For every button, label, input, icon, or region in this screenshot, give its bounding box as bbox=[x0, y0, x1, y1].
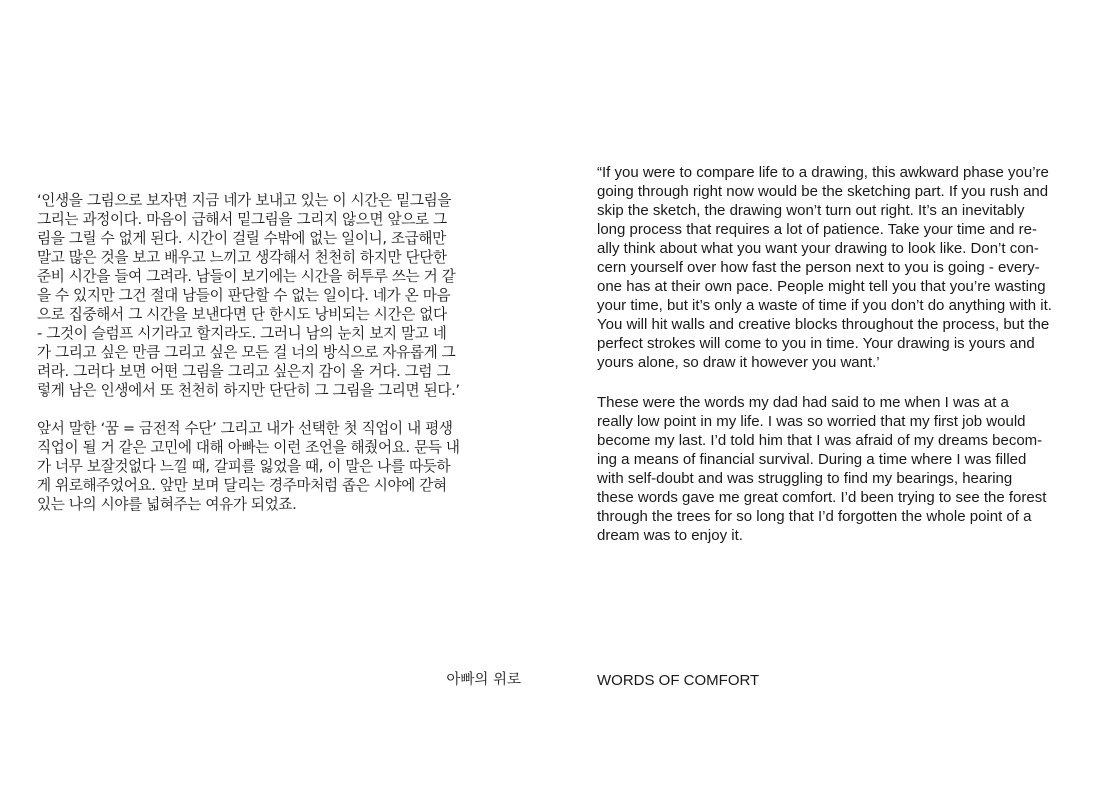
left-quote-line: 렇게 남은 인생에서 또 천천히 하지만 단단히 그 그림을 그리면 된다.’ bbox=[37, 382, 460, 399]
left-body-line: 앞서 말한 ‘꿈 = 금전적 수단’ 그리고 내가 선택한 첫 직업이 내 평생 bbox=[37, 420, 453, 437]
right-quote-line: yours alone, so draw it however you want.’ bbox=[597, 354, 880, 371]
right-quote-line: your time, but it’s only a waste of time if you don’t do anything with it. bbox=[597, 297, 1052, 314]
right-page bbox=[559, 0, 1118, 793]
right-body-line: ing a means of financial survival. During a time where I was filled bbox=[597, 451, 1027, 468]
right-quote-line: skip the sketch, the drawing won’t turn out right. It’s an inevitably bbox=[597, 202, 1025, 219]
right-body-line: really low point in my life. I was so worried that my first job would bbox=[597, 413, 1026, 430]
right-quote-line: going through right now would be the sketching part. If you rush and bbox=[597, 183, 1049, 200]
left-body-line: 게 위로해주었어요. 앞만 보며 달리는 경주마처럼 좁은 시야에 갇혀 bbox=[37, 477, 447, 494]
right-quote-line: one has at their own pace. People might tell you that you’re wasting bbox=[597, 278, 1046, 295]
right-footer-title: WORDS OF COMFORT bbox=[597, 672, 760, 689]
right-body-line: with self-doubt and was struggling to find my bearings, hearing bbox=[597, 470, 1013, 487]
left-quote-line: 말고 많은 것을 보고 배우고 느끼고 생각해서 천천히 하지만 단단한 bbox=[37, 249, 447, 266]
right-quote-line: You will hit walls and creative blocks throughout the process, but the bbox=[597, 316, 1050, 333]
right-body-line: these words gave me great comfort. I’d been trying to see the forest bbox=[597, 489, 1047, 506]
left-body-line: 가 너무 보잘것없다 느낄 때, 갈피를 잃었을 때, 이 말은 나를 따듯하 bbox=[37, 458, 451, 475]
right-quote-line: “If you were to compare life to a drawing, this awkward phase you’re bbox=[597, 164, 1049, 181]
right-body-line: become my last. I’d told him that I was afraid of my dreams becom- bbox=[597, 432, 1043, 449]
right-body-line: through the trees for so long that I’d forgotten the whole point of a bbox=[597, 508, 1032, 525]
left-body-line: 직업이 될 거 같은 고민에 대해 아빠는 이런 조언을 해줬어요. 문득 내 bbox=[37, 439, 460, 456]
right-quote-line: cern yourself over how fast the person next to you is going - every- bbox=[597, 259, 1040, 276]
left-quote-line: 준비 시간을 들여 그려라. 남들이 보기에는 시간을 허투루 쓰는 거 같 bbox=[37, 268, 456, 285]
left-quote-line: 림을 그릴 수 없게 된다. 시간이 걸릴 수밖에 없는 일이니, 조급해만 bbox=[37, 230, 446, 247]
left-quote-line: 그리는 과정이다. 마음이 급해서 밑그림을 그리지 않으면 앞으로 그 bbox=[37, 211, 447, 228]
left-quote-line: 려라. 그러다 보면 어떤 그림을 그리고 싶은지 감이 올 거다. 그럼 그 bbox=[37, 363, 451, 380]
left-quote-line: 가 그리고 싶은 만큼 그리고 싶은 모든 걸 너의 방식으로 자유롭게 그 bbox=[37, 344, 456, 361]
left-quote-line: ‘인생을 그림으로 보자면 지금 네가 보내고 있는 이 시간은 밑그림을 bbox=[37, 192, 452, 209]
right-quote-line: perfect strokes will come to you in time. Your drawing is yours and bbox=[597, 335, 1035, 352]
left-quote-line: - 그것이 슬럼프 시기라고 할지라도. 그러니 남의 눈치 보지 말고 네 bbox=[37, 325, 447, 342]
left-footer-title: 아빠의 위로 bbox=[446, 672, 521, 688]
right-body-line: dream was to enjoy it. bbox=[597, 527, 743, 544]
left-quote-line: 을 수 있지만 그건 절대 남들이 판단할 수 없는 일이다. 네가 온 마음 bbox=[37, 287, 451, 304]
right-quote-line: ally think about what you want your drawing to look like. Don’t con- bbox=[597, 240, 1039, 257]
left-body-line: 있는 나의 시야를 넓혀주는 여유가 되었죠. bbox=[37, 496, 297, 513]
left-quote-line: 으로 집중해서 그 시간을 보낸다면 단 한시도 낭비되는 시간은 없다 bbox=[37, 306, 447, 323]
right-body-line: These were the words my dad had said to me when I was at a bbox=[597, 394, 1009, 411]
right-quote-line: long process that requires a lot of patience. Take your time and re- bbox=[597, 221, 1037, 238]
